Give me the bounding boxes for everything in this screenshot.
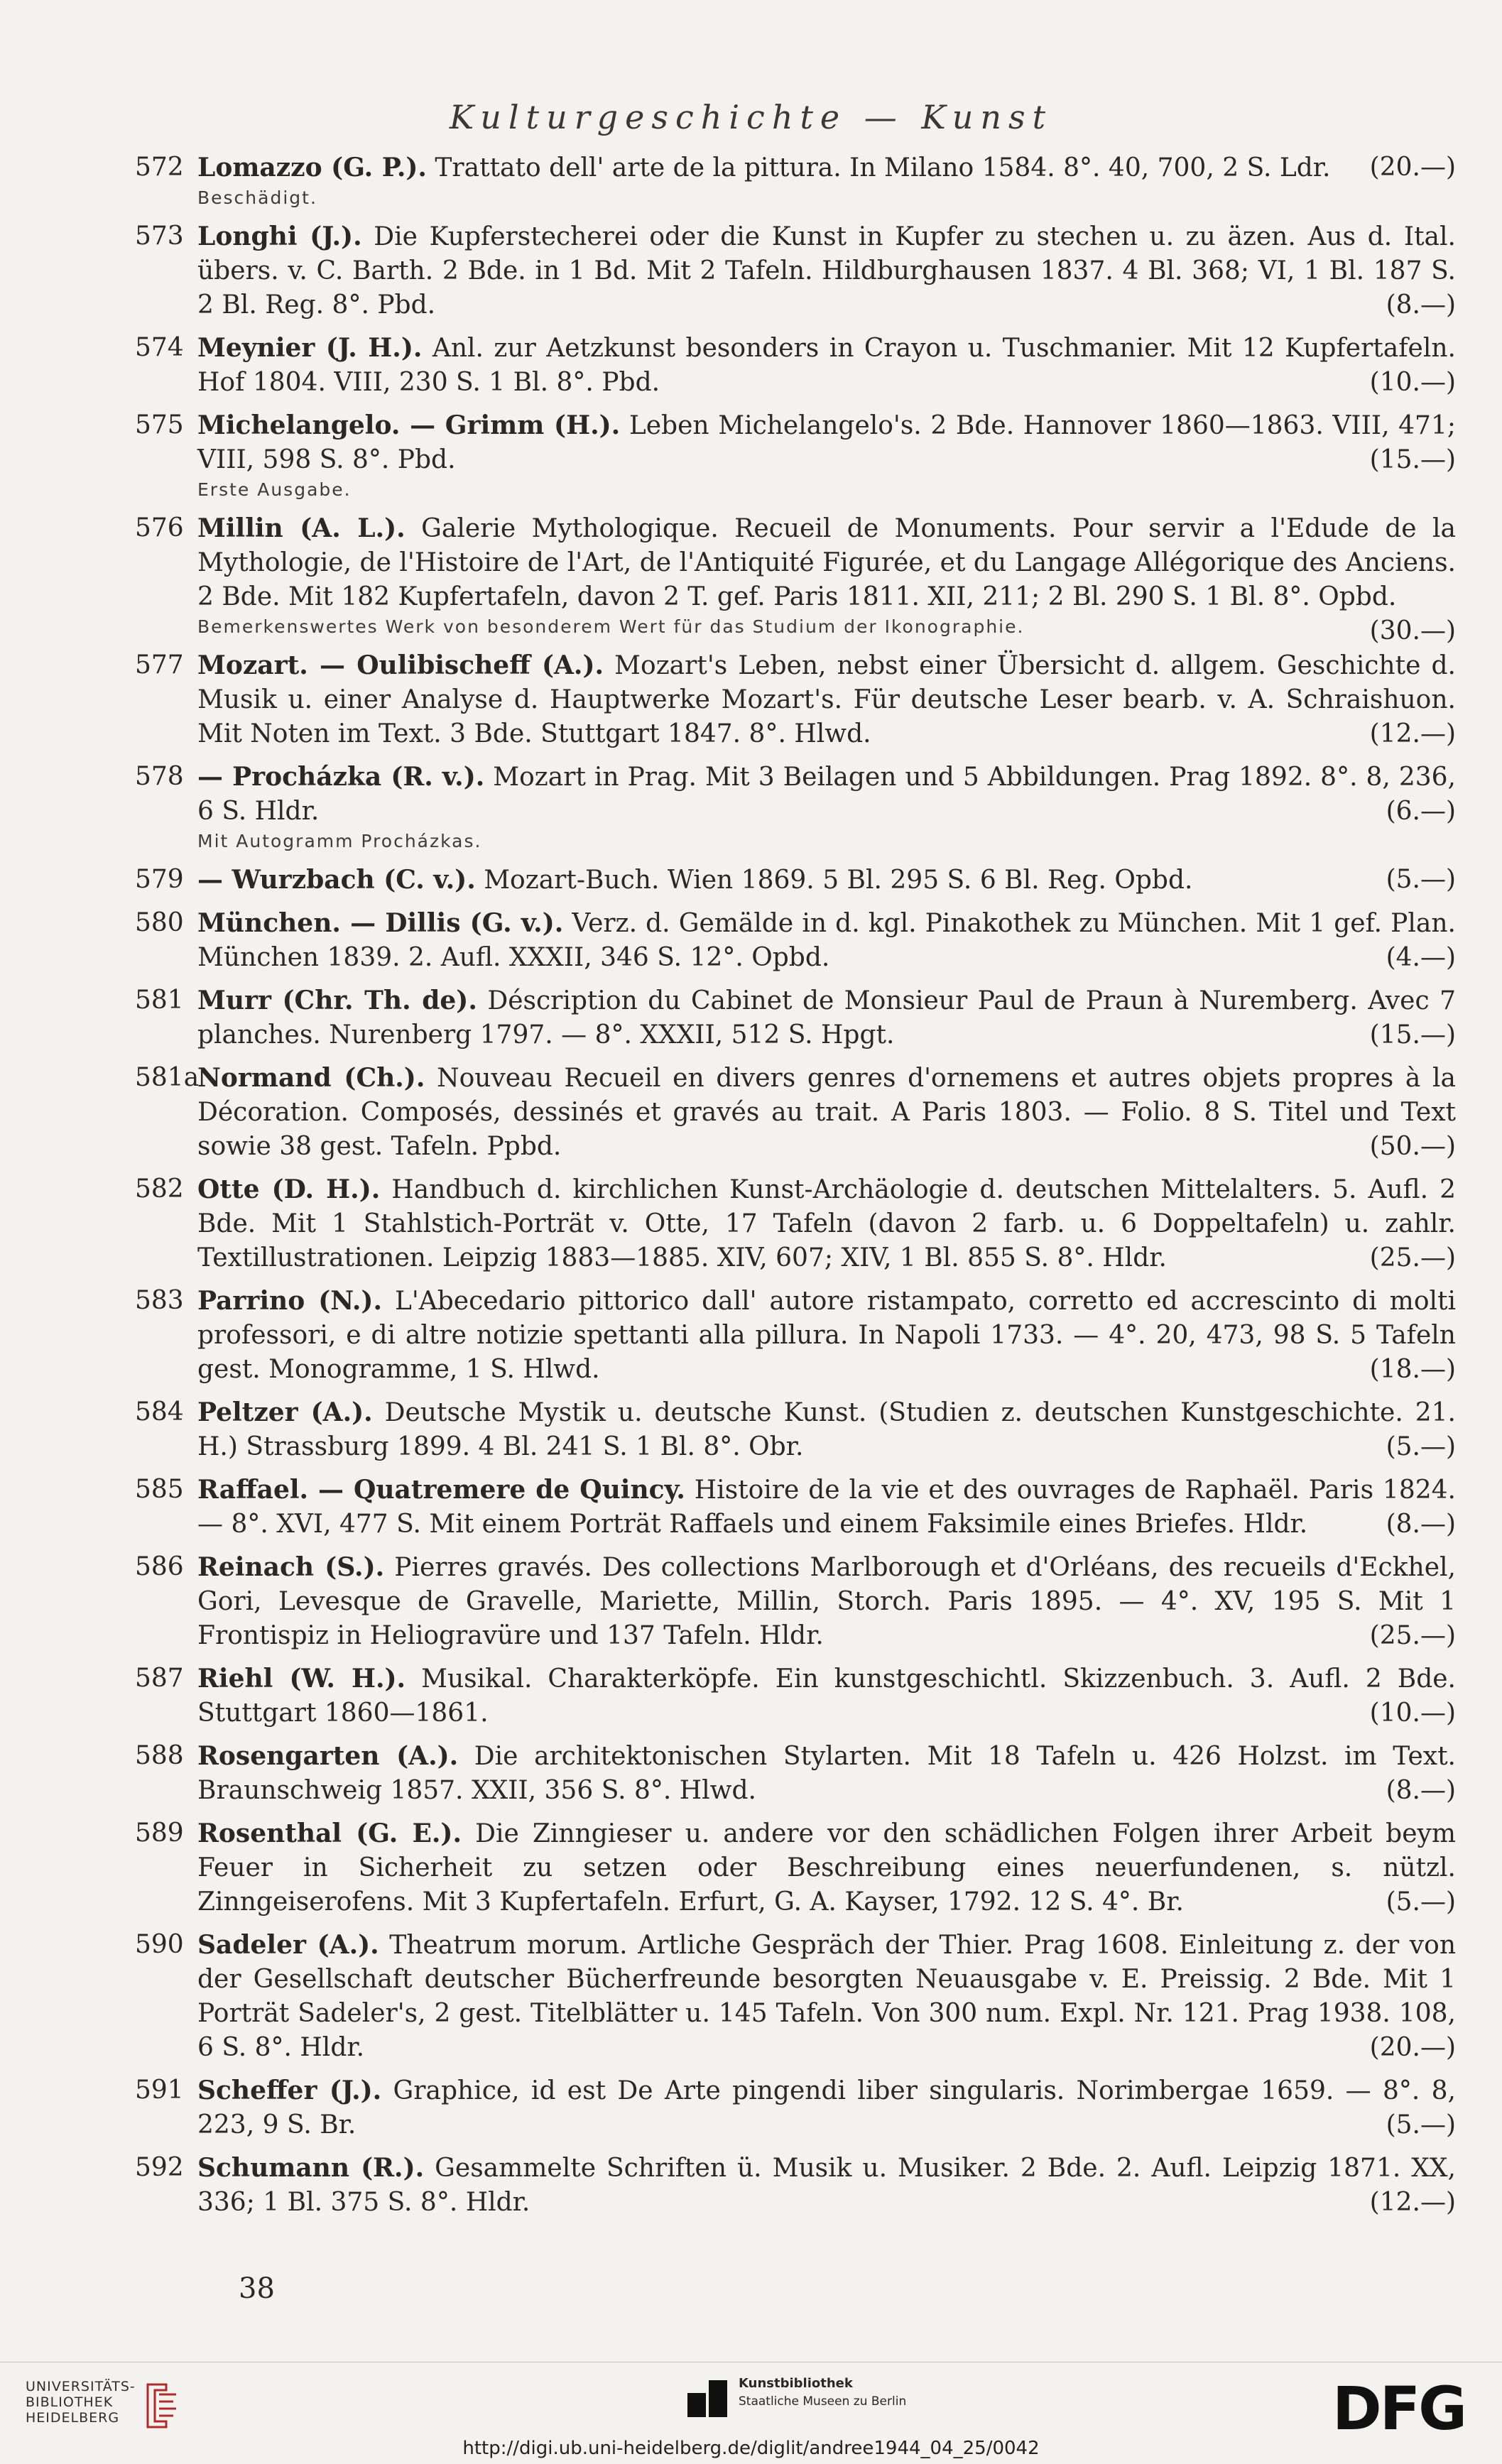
catalog-entry bbox=[135, 1816, 1456, 1919]
entry-description: Die Zinngieser u. andere vor den schädlichen Folgen ihrer Arbeit beym Feuer in Sicherheit zu setzen oder Beschreibung eines neuerfundenen, s. nützl. Zinngeiserofens. Mit 3 Kupfertafeln. Erfurt, G. A. Kayser, 1792. 12 S. 4°. Br. bbox=[197, 1819, 1456, 1917]
entry-description: Handbuch d. kirchlichen Kunst-Archäologie d. deutschen Mittelalters. 5. Aufl. 2 Bde. Mit 1 Stahlstich-Porträt v. Otte, 17 Tafeln (davon 2 farb. u. 6 Doppeltafeln) u. zahlr. Textillustrationen. Leipzig 1883—1885. XIV, 607; XIV, 1 Bl. 855 S. 8°. Hldr. bbox=[197, 1175, 1456, 1272]
catalog-entry bbox=[135, 511, 1456, 645]
entry-price: (5.—) bbox=[1386, 1432, 1456, 1461]
entry-text bbox=[197, 1816, 1456, 1919]
page-header: Kulturgeschichte — Kunst bbox=[449, 98, 1053, 136]
entry-author: Lomazzo (G. P.). bbox=[197, 153, 427, 182]
catalog-entry bbox=[135, 983, 1456, 1052]
entry-price: (50.—) bbox=[1369, 1132, 1456, 1161]
entry-author: Michelangelo. — Grimm (H.). bbox=[197, 410, 621, 440]
entry-text bbox=[197, 1284, 1456, 1387]
catalog-entry bbox=[135, 760, 1456, 854]
entry-text bbox=[197, 1928, 1456, 2065]
entry-description: Musikal. Charakterköpfe. Ein kunstgeschichtl. Skizzenbuch. 3. Aufl. 2 Bde. Stuttgart 1860—1861. bbox=[197, 1664, 1457, 1728]
catalog-entry bbox=[135, 1061, 1456, 1164]
entry-description: Histoire de la vie et des ouvrages de Raphaël. Paris 1824. — 8°. XVI, 477 S. Mit einem Porträt Raffaels und einem Faksimile eines Briefes. Hldr. bbox=[197, 1476, 1456, 1539]
entry-number: 572 bbox=[135, 153, 184, 182]
entry-description: Nouveau Recueil en divers genres d'ornemens et autres objets propres à la Décoration. Composés, dessinés et gravés au trait. A Paris 1803. — Folio. 8 S. Titel und Text sowie 38 gest. Tafeln. Ppbd. bbox=[197, 1064, 1457, 1161]
entry-note: Mit Autogramm Procházkas. bbox=[197, 831, 482, 851]
catalog-entry bbox=[135, 1395, 1456, 1464]
entry-author: Reinach (S.). bbox=[197, 1552, 385, 1582]
entry-number: 576 bbox=[135, 513, 184, 543]
entry-text bbox=[197, 1739, 1456, 1808]
entry-author: Peltzer (A.). bbox=[197, 1397, 373, 1427]
entry-number: 574 bbox=[135, 333, 184, 362]
entry-description: Pierres gravés. Des collections Marlborough et d'Orléans, des recueils d'Eckhel, Gori, Levesque de Gravelle, Mariette, Millin, Storch. Paris 1895. — 4°. XV, 195 S. Mit 1 Frontispiz in Heliogravüre und 137 Tafeln. Hldr. bbox=[197, 1553, 1456, 1650]
entry-author: Mozart. — Oulibischeff (A.). bbox=[197, 650, 604, 680]
entry-number: 577 bbox=[135, 650, 184, 680]
entry-description: Gesammelte Schriften ü. Musik u. Musiker. 2 Bde. 2. Aufl. Leipzig 1871. XX, 336; 1 Bl. 375 S. 8°. Hldr. bbox=[197, 2154, 1456, 2217]
entry-price: (8.—) bbox=[1386, 1510, 1456, 1539]
entry-description: Trattato dell' arte de la pittura. In Milano 1584. 8°. 40, 700, 2 S. Ldr. bbox=[435, 153, 1331, 182]
entry-author: Meynier (J. H.). bbox=[197, 333, 423, 363]
entry-text bbox=[197, 2151, 1456, 2220]
entry-number: 590 bbox=[135, 1930, 184, 1959]
entry-text bbox=[197, 1473, 1456, 1542]
entry-author: München. — Dillis (G. v.). bbox=[197, 908, 564, 938]
entry-text bbox=[197, 863, 1456, 898]
entry-number: 584 bbox=[135, 1397, 184, 1427]
entry-price: (5.—) bbox=[1386, 2110, 1456, 2139]
catalog-entry bbox=[135, 2073, 1456, 2142]
entry-author: — Wurzbach (C. v.). bbox=[197, 865, 476, 895]
entry-description: Déscription du Cabinet de Monsieur Paul de Praun à Nuremberg. Avec 7 planches. Nurenberg 1797. — 8°. XXXII, 512 S. Hpgt. bbox=[197, 986, 1456, 1050]
logo-line-2: BIBLIOTHEK bbox=[26, 2394, 114, 2410]
catalog-entry bbox=[135, 648, 1456, 751]
catalog-entry bbox=[135, 906, 1456, 975]
library-emblem-icon bbox=[142, 2380, 185, 2430]
entry-price: (8.—) bbox=[1386, 1776, 1456, 1805]
entry-number: 578 bbox=[135, 762, 184, 791]
entry-text bbox=[197, 1061, 1456, 1164]
entry-price: (10.—) bbox=[1369, 1699, 1456, 1728]
entry-number: 573 bbox=[135, 222, 184, 251]
catalog-entry bbox=[135, 1284, 1456, 1387]
entry-text bbox=[197, 1550, 1456, 1653]
heidelberg-library-logo[interactable] bbox=[26, 2379, 196, 2426]
entry-price: (30.—) bbox=[1369, 616, 1456, 645]
entry-description: Anl. zur Aetzkunst besonders in Crayon u. Tuschmanier. Mit 12 Kupfertafeln. Hof 1804. VIII, 230 S. 1 Bl. 8°. Pbd. bbox=[197, 334, 1456, 397]
entry-author: Parrino (N.). bbox=[197, 1286, 382, 1316]
kunstbibliothek-title: Kunstbibliothek bbox=[739, 2376, 853, 2391]
entry-number: 579 bbox=[135, 865, 184, 894]
entry-text bbox=[197, 2073, 1456, 2142]
entry-price: (20.—) bbox=[1369, 153, 1456, 182]
entry-price: (10.—) bbox=[1369, 368, 1456, 397]
entry-number: 583 bbox=[135, 1286, 184, 1315]
entry-description: Mozart-Buch. Wien 1869. 5 Bl. 295 S. 6 Bl. Reg. Opbd. bbox=[484, 866, 1193, 895]
logo-line-3: HEIDELBERG bbox=[26, 2410, 120, 2426]
entry-text bbox=[197, 906, 1456, 975]
catalog-entry bbox=[135, 1473, 1456, 1542]
catalog-entries bbox=[135, 151, 1456, 2228]
catalog-entry bbox=[135, 331, 1456, 400]
entry-text bbox=[197, 1395, 1456, 1464]
entry-price: (4.—) bbox=[1386, 943, 1456, 972]
entry-price: (8.—) bbox=[1386, 290, 1456, 320]
entry-number: 589 bbox=[135, 1819, 184, 1848]
entry-number: 585 bbox=[135, 1475, 184, 1504]
entry-text bbox=[197, 760, 1456, 829]
entry-author: Millin (A. L.). bbox=[197, 513, 406, 543]
entry-number: 580 bbox=[135, 908, 184, 937]
catalog-entry bbox=[135, 1739, 1456, 1808]
catalog-entry bbox=[135, 1550, 1456, 1653]
entry-description: Verz. d. Gemälde in d. kgl. Pinakothek zu München. Mit 1 gef. Plan. München 1839. 2. Aufl. XXXII, 346 S. 12°. Opbd. bbox=[197, 909, 1456, 972]
entry-price: (15.—) bbox=[1369, 1020, 1456, 1050]
catalog-entry bbox=[135, 2151, 1456, 2220]
catalog-entry bbox=[135, 863, 1456, 898]
entry-number: 581a bbox=[135, 1063, 200, 1092]
entry-text bbox=[197, 1662, 1456, 1730]
entry-author: Rosenthal (G. E.). bbox=[197, 1819, 462, 1848]
entry-author: Schumann (R.). bbox=[197, 2153, 425, 2183]
entry-description: Die Kupferstecherei oder die Kunst in Kupfer zu stechen u. zu äzen. Aus d. Ital. übers. v. C. Barth. 2 Bde. in 1 Bd. Mit 2 Tafeln. Hildburghausen 1837. 4 Bl. 368; VI, 1 Bl. 187 S. 2 Bl. Reg. 8°. Pbd. bbox=[197, 222, 1456, 320]
catalog-entry bbox=[135, 1172, 1456, 1275]
entry-description: Deutsche Mystik u. deutsche Kunst. (Studien z. deutschen Kunstgeschichte. 21. H.) Strassburg 1899. 4 Bl. 241 S. 1 Bl. 8°. Obr. bbox=[197, 1398, 1456, 1461]
entry-number: 591 bbox=[135, 2076, 184, 2105]
kunstbibliothek-emblem-icon bbox=[682, 2377, 729, 2420]
entry-note: Beschädigt. bbox=[197, 187, 317, 208]
entry-author: Sadeler (A.). bbox=[197, 1930, 379, 1960]
entry-text bbox=[197, 219, 1456, 322]
entry-text bbox=[197, 648, 1456, 751]
entry-price: (20.—) bbox=[1369, 2033, 1456, 2062]
entry-author: Otte (D. H.). bbox=[197, 1174, 381, 1204]
entry-number: 582 bbox=[135, 1174, 184, 1204]
entry-author: Murr (Chr. Th. de). bbox=[197, 986, 477, 1015]
entry-price: (18.—) bbox=[1369, 1355, 1456, 1384]
catalog-entry bbox=[135, 219, 1456, 322]
entry-author: Riehl (W. H.). bbox=[197, 1664, 406, 1694]
entry-number: 587 bbox=[135, 1664, 184, 1693]
entry-text bbox=[197, 151, 1456, 185]
entry-text bbox=[197, 408, 1456, 477]
entry-author: Scheffer (J.). bbox=[197, 2076, 382, 2105]
entry-price: (5.—) bbox=[1386, 1887, 1456, 1917]
entry-description: L'Abecedario pittorico dall' autore ristampato, corretto ed accrescinto di molti professori, e di altre notizie spettanti alla pillura. In Napoli 1733. — 4°. 20, 473, 98 S. 5 Tafeln gest. Monogramme, 1 S. Hlwd. bbox=[197, 1287, 1456, 1384]
entry-number: 581 bbox=[135, 986, 184, 1015]
entry-description: Die architektonischen Stylarten. Mit 18 Tafeln u. 426 Holzst. im Text. Braunschweig 1857. XXII, 356 S. 8°. Hlwd. bbox=[197, 1742, 1456, 1805]
page-number: 38 bbox=[239, 2272, 275, 2305]
dfg-logo[interactable]: DFG bbox=[1332, 2374, 1466, 2443]
entry-author: Rosengarten (A.). bbox=[197, 1741, 459, 1771]
entry-description: Mozart in Prag. Mit 3 Beilagen und 5 Abbildungen. Prag 1892. 8°. 8, 236, 6 S. Hldr. bbox=[197, 763, 1456, 826]
catalog-entry bbox=[135, 1928, 1456, 2065]
entry-price: (5.—) bbox=[1386, 865, 1456, 894]
entry-text bbox=[197, 1172, 1456, 1275]
kunstbibliothek-subtitle: Staatliche Museen zu Berlin bbox=[739, 2394, 907, 2409]
entry-price: (25.—) bbox=[1369, 1621, 1456, 1650]
source-url[interactable]: http://digi.ub.uni-heidelberg.de/diglit/andree1944_04_25/0042 bbox=[462, 2438, 1040, 2459]
catalog-entry bbox=[135, 1662, 1456, 1730]
entry-number: 586 bbox=[135, 1552, 184, 1581]
entry-text bbox=[197, 331, 1456, 400]
entry-number: 588 bbox=[135, 1741, 184, 1770]
entry-price: (12.—) bbox=[1369, 2188, 1456, 2217]
entry-description: Graphice, id est De Arte pingendi liber singularis. Norimbergae 1659. — 8°. 8, 223, 9 S. Br. bbox=[197, 2076, 1456, 2139]
logo-line-1: UNIVERSITÄTS- bbox=[26, 2379, 136, 2394]
entry-price: (12.—) bbox=[1369, 719, 1456, 748]
entry-text bbox=[197, 983, 1456, 1052]
entry-price: (25.—) bbox=[1369, 1243, 1456, 1272]
catalog-entry bbox=[135, 151, 1456, 211]
entry-number: 575 bbox=[135, 410, 184, 440]
entry-description: Galerie Mythologique. Recueil de Monuments. Pour servir a l'Edude de la Mythologie, de l'Histoire de l'Art, de l'Antiquité Figurée, et du Langage Allégorique des Anciens. 2 Bde. Mit 182 Kupfertafeln, davon 2 T. gef. Paris 1811. XII, 211; 2 Bl. 290 S. 1 Bl. 8°. Opbd. bbox=[197, 514, 1456, 611]
entry-note: Erste Ausgabe. bbox=[197, 479, 352, 500]
entry-author: — Procházka (R. v.). bbox=[197, 762, 485, 792]
entry-price: (15.—) bbox=[1369, 445, 1456, 474]
entry-author: Longhi (J.). bbox=[197, 222, 362, 251]
entry-author: Raffael. — Quatremere de Quincy. bbox=[197, 1475, 685, 1505]
entry-description: Mozart's Leben, nebst einer Übersicht d. allgem. Geschichte d. Musik u. einer Analyse d. Hauptwerke Mozart's. Für deutsche Leser bearb. v. A. Schraishuon. Mit Noten im Text. 3 Bde. Stuttgart 1847. 8°. Hlwd. bbox=[197, 651, 1456, 748]
entry-description: Theatrum morum. Artliche Gespräch der Thier. Prag 1608. Einleitung z. der von der Gesellschaft deutscher Bücherfreunde besorgten Neuausgabe v. E. Preissig. 2 Bde. Mit 1 Porträt Sadeler's, 2 gest. Titelblätter u. 145 Tafeln. Von 300 num. Expl. Nr. 121. Prag 1938. 108, 6 S. 8°. Hldr. bbox=[197, 1931, 1456, 2062]
catalog-entry bbox=[135, 408, 1456, 503]
entry-number: 592 bbox=[135, 2153, 184, 2182]
entry-note: Bemerkenswertes Werk von besonderem Wert für das Studium der Ikonographie. bbox=[197, 616, 1025, 637]
entry-author: Normand (Ch.). bbox=[197, 1063, 425, 1093]
entry-price: (6.—) bbox=[1386, 797, 1456, 826]
entry-description: Leben Michelangelo's. 2 Bde. Hannover 1860—1863. VIII, 471; VIII, 598 S. 8°. Pbd. bbox=[197, 411, 1456, 474]
